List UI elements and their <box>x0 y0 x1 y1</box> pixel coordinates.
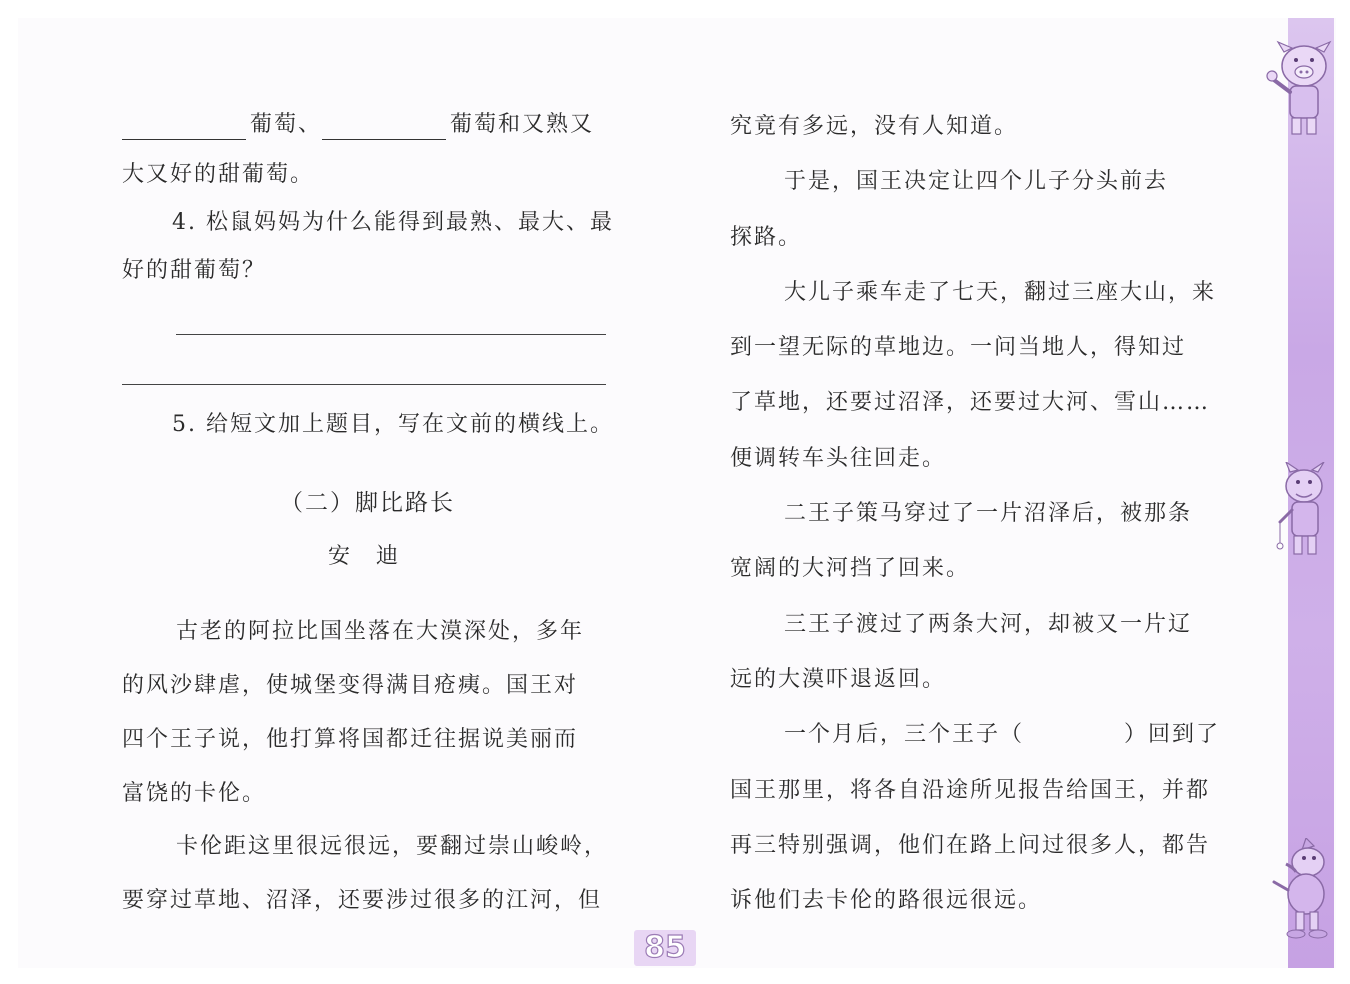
paragraph-line: 要穿过草地、沼泽，还要涉过很多的江河，但 <box>122 888 603 913</box>
paragraph-line: 究竟有多远，没有人知道。 <box>730 114 1019 139</box>
paragraph-line: 便调转车头往回走。 <box>730 446 947 471</box>
paragraph-line: 国王那里，将各自沿途所见报告给国王，并都 <box>730 778 1211 803</box>
answer-blank[interactable] <box>322 117 446 140</box>
page-number: 85 <box>634 930 696 966</box>
section-title: （二）脚比路长 <box>280 490 455 516</box>
answer-line[interactable] <box>122 384 606 385</box>
paragraph-line: 三王子渡过了两条大河，却被又一片辽 <box>784 612 1193 637</box>
paragraph-line: 了草地，还要过沼泽，还要过大河、雪山…… <box>730 390 1211 415</box>
paragraph-line: 探路。 <box>730 225 803 250</box>
paragraph-line: 大儿子乘车走了七天，翻过三座大山，来 <box>784 280 1217 305</box>
paragraph-line: 古老的阿拉比国坐落在大漠深处，多年 <box>176 619 585 644</box>
paragraph-line: 于是，国王决定让四个儿子分头前去 <box>784 169 1169 194</box>
text-line: 大又好的甜葡萄。 <box>122 162 315 187</box>
text: 一个月后，三个王子（ <box>784 722 1025 747</box>
paragraph-line: 二王子策马穿过了一片沼泽后，被那条 <box>784 501 1193 526</box>
answer-line[interactable] <box>176 334 606 335</box>
fill-paren-line <box>784 720 1220 750</box>
paragraph-line: 再三特别强调，他们在路上问过很多人，都告 <box>730 833 1211 858</box>
text: ）回到了 <box>1124 722 1221 747</box>
author: 安 迪 <box>328 544 401 569</box>
pig-cartoon-icon <box>1264 36 1338 140</box>
paragraph-line: 宽阔的大河挡了回来。 <box>730 556 971 581</box>
question-4-cont: 好的甜葡萄？ <box>122 258 267 283</box>
question-4: 4. 松鼠妈妈为什么能得到最熟、最大、最 <box>172 210 614 235</box>
question-5: 5. 给短文加上题目，写在文前的横线上。 <box>172 412 614 437</box>
text: 葡萄、 <box>250 112 323 137</box>
text: 葡萄和又熟又 <box>450 112 595 137</box>
paragraph-line: 到一望无际的草地边。一问当地人，得知过 <box>730 335 1187 360</box>
paragraph-line: 四个王子说，他打算将国都迁往据说美丽而 <box>122 727 579 752</box>
duck-cartoon-icon <box>1266 838 1338 942</box>
wolf-cartoon-icon <box>1268 462 1338 562</box>
fill-blank-line <box>122 110 594 140</box>
paragraph-line: 诉他们去卡伦的路很远很远。 <box>730 888 1043 913</box>
paragraph-line: 富饶的卡伦。 <box>122 781 267 806</box>
paragraph-line: 卡伦距这里很远很远，要翻过崇山峻岭， <box>176 834 609 859</box>
paragraph-line: 远的大漠吓退返回。 <box>730 667 947 692</box>
paragraph-line: 的风沙肆虐，使城堡变得满目疮痍。国王对 <box>122 673 579 698</box>
answer-blank[interactable] <box>122 117 246 140</box>
